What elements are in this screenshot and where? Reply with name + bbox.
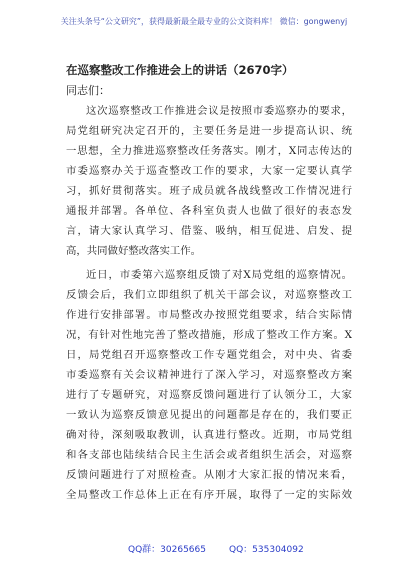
body-line: 和各支部也陆续结合民主生活会或者组织生活会，对巡察 (66, 449, 352, 461)
document-title: 在巡察整改工作推进会上的讲话（2670字） (66, 63, 294, 77)
body-line: 一思想，全力推进巡察整改任务落实。刚才，X同志传达的 (66, 145, 352, 157)
page-header: 关注头条号“公文研究”，获得最新最全最专业的公文资料库！ 微信：gongwenyj (60, 17, 348, 26)
body-line: 局党组研究决定召开的，主要任务是进一步提高认识、统 (66, 125, 352, 137)
body-line: 通报并部署。各单位、各科室负责人也做了很好的表态发 (66, 205, 352, 217)
body-line: 反馈问题进行了对照检查。从刚才大家汇报的情况来看， (66, 469, 352, 481)
body-line: 确对待，深刻吸取教训，认真进行整改。近期，市局党组 (66, 429, 352, 441)
qq-group-number: QQ群：30265665 (128, 545, 206, 555)
body-line: 日，局党组召开巡察整改工作专题党组会，对中央、省委 (66, 349, 352, 361)
body-line: 高，共同做好整改落实工作。 (66, 245, 202, 257)
body-line: 市委巡察有关会议精神进行了深入学习，对巡察整改方案 (66, 369, 352, 381)
qq-number: QQ：535304092 (229, 545, 304, 555)
body-line: 习，抓好贯彻落实。班子成员就各战线整改工作情况进行 (66, 185, 352, 197)
body-line: 全局整改工作总体上正在有序开展，取得了一定的实际效 (66, 489, 352, 501)
body-line: 近日，市委第六巡察组反馈了对X局党组的巡察情况。 (86, 269, 352, 281)
body-line: 言，请大家认真学习、借鉴、吸纳，相互促进、启发、提 (66, 225, 352, 237)
body-line: 作进行安排部署。市局整改办按照党组要求，结合实际情 (66, 309, 352, 321)
body-line: 反馈会后，我们立即组织了机关干部会议，对巡察整改工 (66, 289, 352, 301)
body-line: 一致认为巡察反馈意见提出的问题都是存在的，我们要正 (66, 409, 352, 421)
body-line: 这次巡察整改工作推进会议是按照市委巡察办的要求， (86, 105, 352, 117)
body-line: 进行了专题研究，对巡察反馈问题进行了认领分工，大家 (66, 389, 352, 401)
body-line: 市委巡察办关于巡查整改工作的要求，大家一定要认真学 (66, 165, 352, 177)
body-line: 况，有针对性地完善了整改措施，形成了整改工作方案。X (66, 329, 352, 341)
greeting: 同志们： (66, 84, 110, 97)
